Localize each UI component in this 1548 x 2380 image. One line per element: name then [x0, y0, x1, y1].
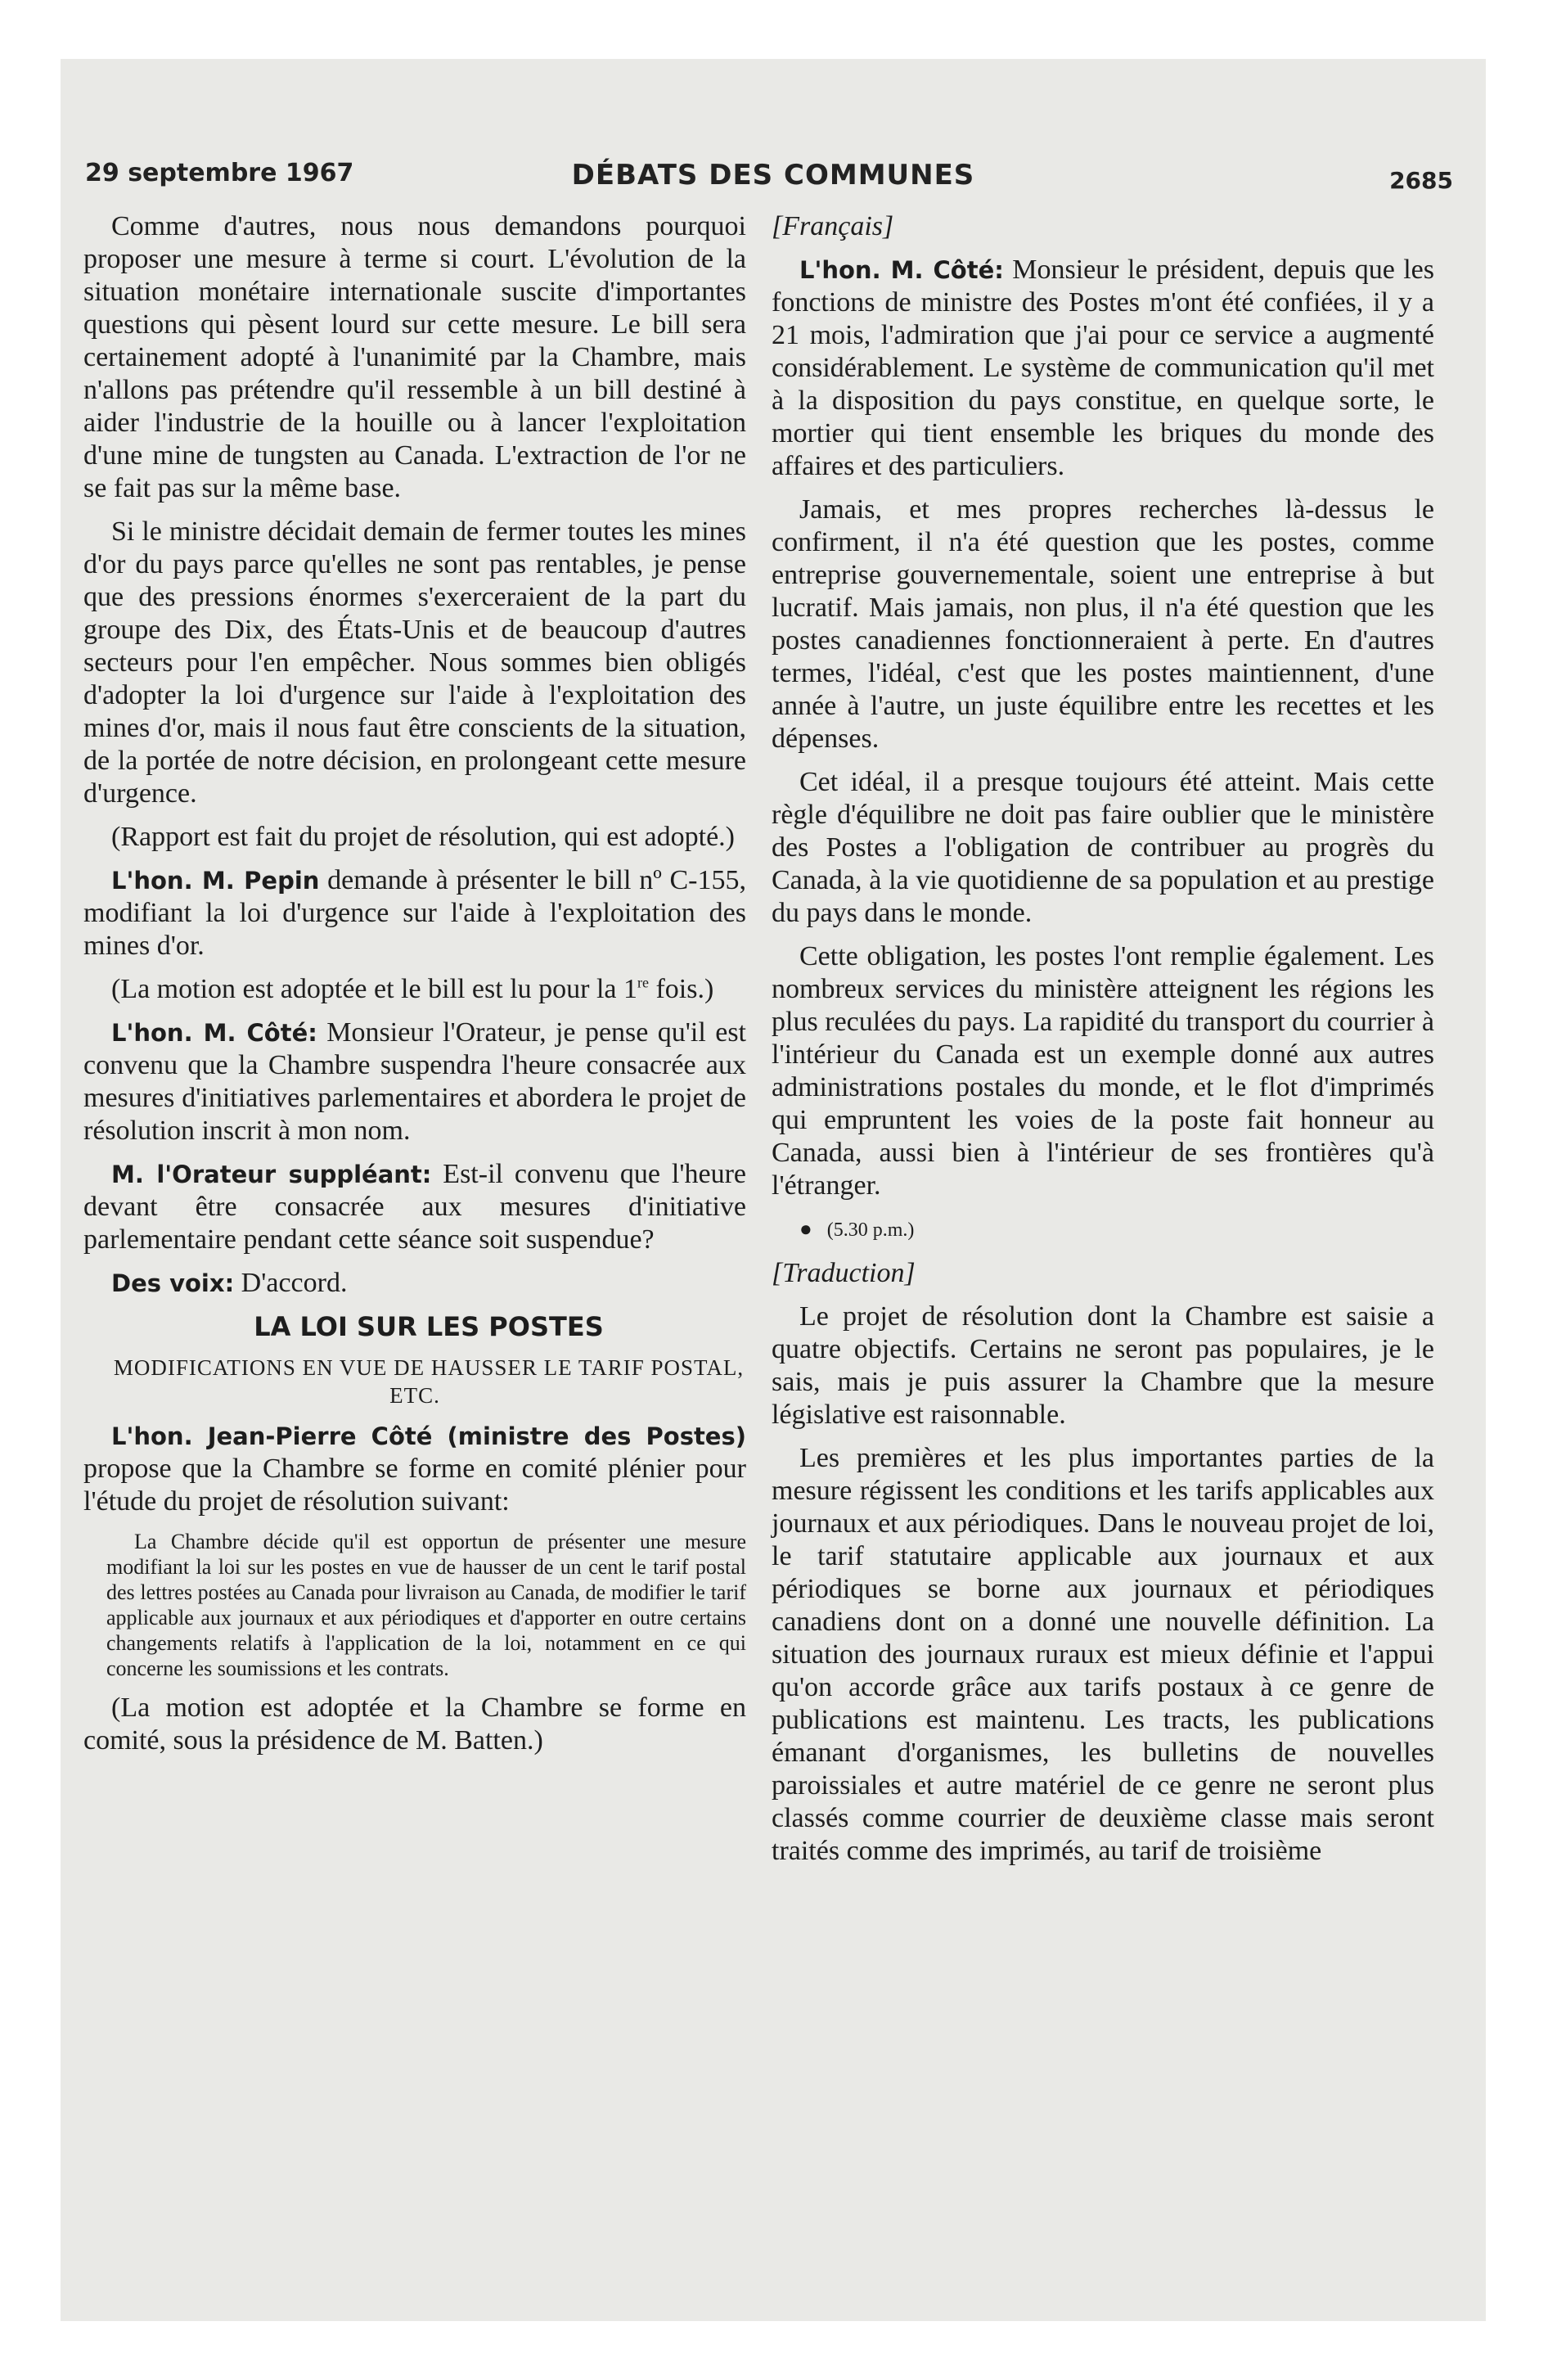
procedural-note: (La motion est adoptée et la Chambre se forme en comité, sous la présidence de M. Batten.)	[83, 1693, 746, 1756]
resolution-quote: La Chambre décide qu'il est opportun de présenter une mesure modifiant la loi sur les postes en vue de hausser de un cent le tarif postal des lettres postées au Canada pour livraison au Canada, de modifier le tarif applicable aux journaux et aux périodiques et d'apporter en outre certains changements relatifs à l'application de la loi, notamment en ce qui concerne les soumissions et les contrats.	[106, 1530, 746, 1680]
speech-text: D'accord.	[241, 1268, 348, 1298]
paragraph: Le projet de résolution dont la Chambre est saisie a quatre objectifs. Certains ne seront pas populaires, je le sais, mais je puis assurer la Chambre que la mesure législative est raisonnable.	[772, 1301, 1434, 1430]
left-column	[83, 210, 746, 1768]
time-text: (5.30 p.m.)	[826, 1219, 915, 1241]
language-marker: [Français]	[772, 211, 894, 241]
speaker-name: L'hon. M. Pepin	[111, 867, 320, 895]
speech-text: Est-il convenu que l'heure devant être consacrée aux mesures d'initiative parlementaire pendant cette séance soit suspendue?	[83, 1159, 746, 1255]
section-subheading: MODIFICATIONS EN VUE DE HAUSSER LE TARIF POSTAL, ETC.	[113, 1355, 745, 1408]
procedural-note	[83, 973, 746, 1006]
speaker-name: Des voix:	[111, 1269, 235, 1297]
paragraph: Si le ministre décidait demain de fermer toutes les mines d'or du pays parce qu'elles ne sont pas rentables, je pense que des pressions énormes s'exerceraient de la part du groupe des Dix, des États-Unis et de beaucoup d'autres secteurs pour l'en empêcher. Nous sommes bien obligés d'adopter la loi d'urgence sur l'aide à l'exploitation des mines d'or, mais il nous faut être conscients de la situation, de la portée de notre décision, en prolongeant cette mesure d'urgence.	[83, 516, 746, 809]
speech-paragraph	[83, 1267, 746, 1300]
header-page-number: 2685	[1389, 167, 1453, 194]
language-marker: [Traduction]	[772, 1258, 916, 1288]
speaker-name: M. l'Orateur suppléant:	[111, 1161, 432, 1188]
paragraph: Comme d'autres, nous nous demandons pourquoi proposer une mesure à terme si court. L'évolution de la situation monétaire internationale suscite d'importantes questions qui pèsent lourd sur cette mesure. Le bill sera certainement adopté à l'unanimité par la Chambre, mais n'allons pas prétendre qu'il ressemble à un bill destiné à aider l'industrie de la houille ou à lancer l'exploitation d'une mine de tungsten au Canada. L'extraction de l'or ne se fait pas sur la même base.	[83, 211, 746, 503]
paragraph: Cette obligation, les postes l'ont remplie également. Les nombreux services du ministère atteignent les régions les plus reculées du pays. La rapidité du transport du courrier à l'intérieur du Canada est un exemple donné aux autres administrations postales du monde, et le flot d'imprimés qui empruntent les voies de la poste fait honneur au Canada, aussi bien à l'intérieur de ses frontières qu'à l'étranger.	[772, 941, 1434, 1201]
speech-paragraph	[772, 254, 1434, 483]
speech-text: propose que la Chambre se forme en comité plénier pour l'étude du projet de résolution suivant:	[83, 1454, 746, 1517]
note-text: fois.)	[648, 974, 714, 1004]
speaker-name: L'hon. Jean-Pierre Côté (ministre des Postes)	[111, 1422, 746, 1450]
speech-text: Monsieur l'Orateur, je pense qu'il est convenu que la Chambre suspendra l'heure consacrée aux mesures d'initiatives parlementaires et abordera le projet de résolution inscrit à mon nom.	[83, 1017, 746, 1146]
paragraph: Les premières et les plus importantes parties de la mesure régissent les conditions et les tarifs applicables aux journaux et aux périodiques. Dans le nouveau projet de loi, le tarif statutaire applicable aux journaux et aux périodiques se borne aux journaux et périodiques canadiens dont on a donné une nouvelle définition. La situation des journaux ruraux est mieux définie et l'appui qu'on accorde grâce aux tarifs postaux à ce genre de publications est maintenu. Les tracts, les publications émanant d'organismes, les bulletins de nouvelles paroissiales et autre matériel de ce genre ne seront plus classés comme courrier de deuxième classe mais seront traités comme des imprimés, au tarif de troisième	[772, 1443, 1434, 1866]
right-column	[772, 210, 1434, 1878]
bullet-icon: ●	[799, 1217, 812, 1241]
speech-paragraph	[83, 864, 746, 962]
speech-paragraph	[83, 1158, 746, 1256]
speech-text: demande à présenter le bill nº C-155, modifiant la loi d'urgence sur l'aide à l'exploitation des mines d'or.	[83, 865, 746, 961]
superscript: re	[637, 974, 649, 991]
time-stamp	[772, 1213, 1434, 1246]
speech-text: Monsieur le président, depuis que les fonctions de ministre des Postes m'ont été confiées, il y a 21 mois, l'admiration que j'ai pour ce service a augmenté considérablement. Le système de communication qu'il met à la disposition du pays constitue, en quelque sorte, le mortier qui tient ensemble les briques du monde des affaires et des particuliers.	[772, 255, 1434, 481]
note-text: (La motion est adoptée et le bill est lu pour la 1	[111, 974, 637, 1004]
paragraph: Jamais, et mes propres recherches là-dessus le confirment, il n'a été question que les postes, comme entreprise gouvernementale, soient une entreprise à but lucratif. Mais jamais, non plus, il n'a été question que les postes canadiennes fonctionneraient à perte. En d'autres termes, l'idéal, c'est que les postes maintiennent, d'une année à l'autre, un juste équilibre entre les recettes et les dépenses.	[772, 494, 1434, 754]
scanned-page	[61, 59, 1486, 2321]
header-title: DÉBATS DES COMMUNES	[571, 159, 975, 192]
page-header	[61, 156, 1486, 205]
speaker-name: L'hon. M. Côté:	[799, 256, 1004, 284]
speaker-name: L'hon. M. Côté:	[111, 1019, 317, 1047]
header-date: 29 septembre 1967	[85, 159, 354, 187]
speech-paragraph	[83, 1420, 746, 1518]
procedural-note: (Rapport est fait du projet de résolution, qui est adopté.)	[111, 822, 735, 852]
speech-paragraph	[83, 1016, 746, 1147]
section-heading: LA LOI SUR LES POSTES	[254, 1311, 604, 1342]
paragraph: Cet idéal, il a presque toujours été atteint. Mais cette règle d'équilibre ne doit pas faire oublier que le ministère des Postes a l'obligation de contribuer au progrès du Canada, à la vie quotidienne de sa population et au prestige du pays dans le monde.	[772, 767, 1434, 928]
